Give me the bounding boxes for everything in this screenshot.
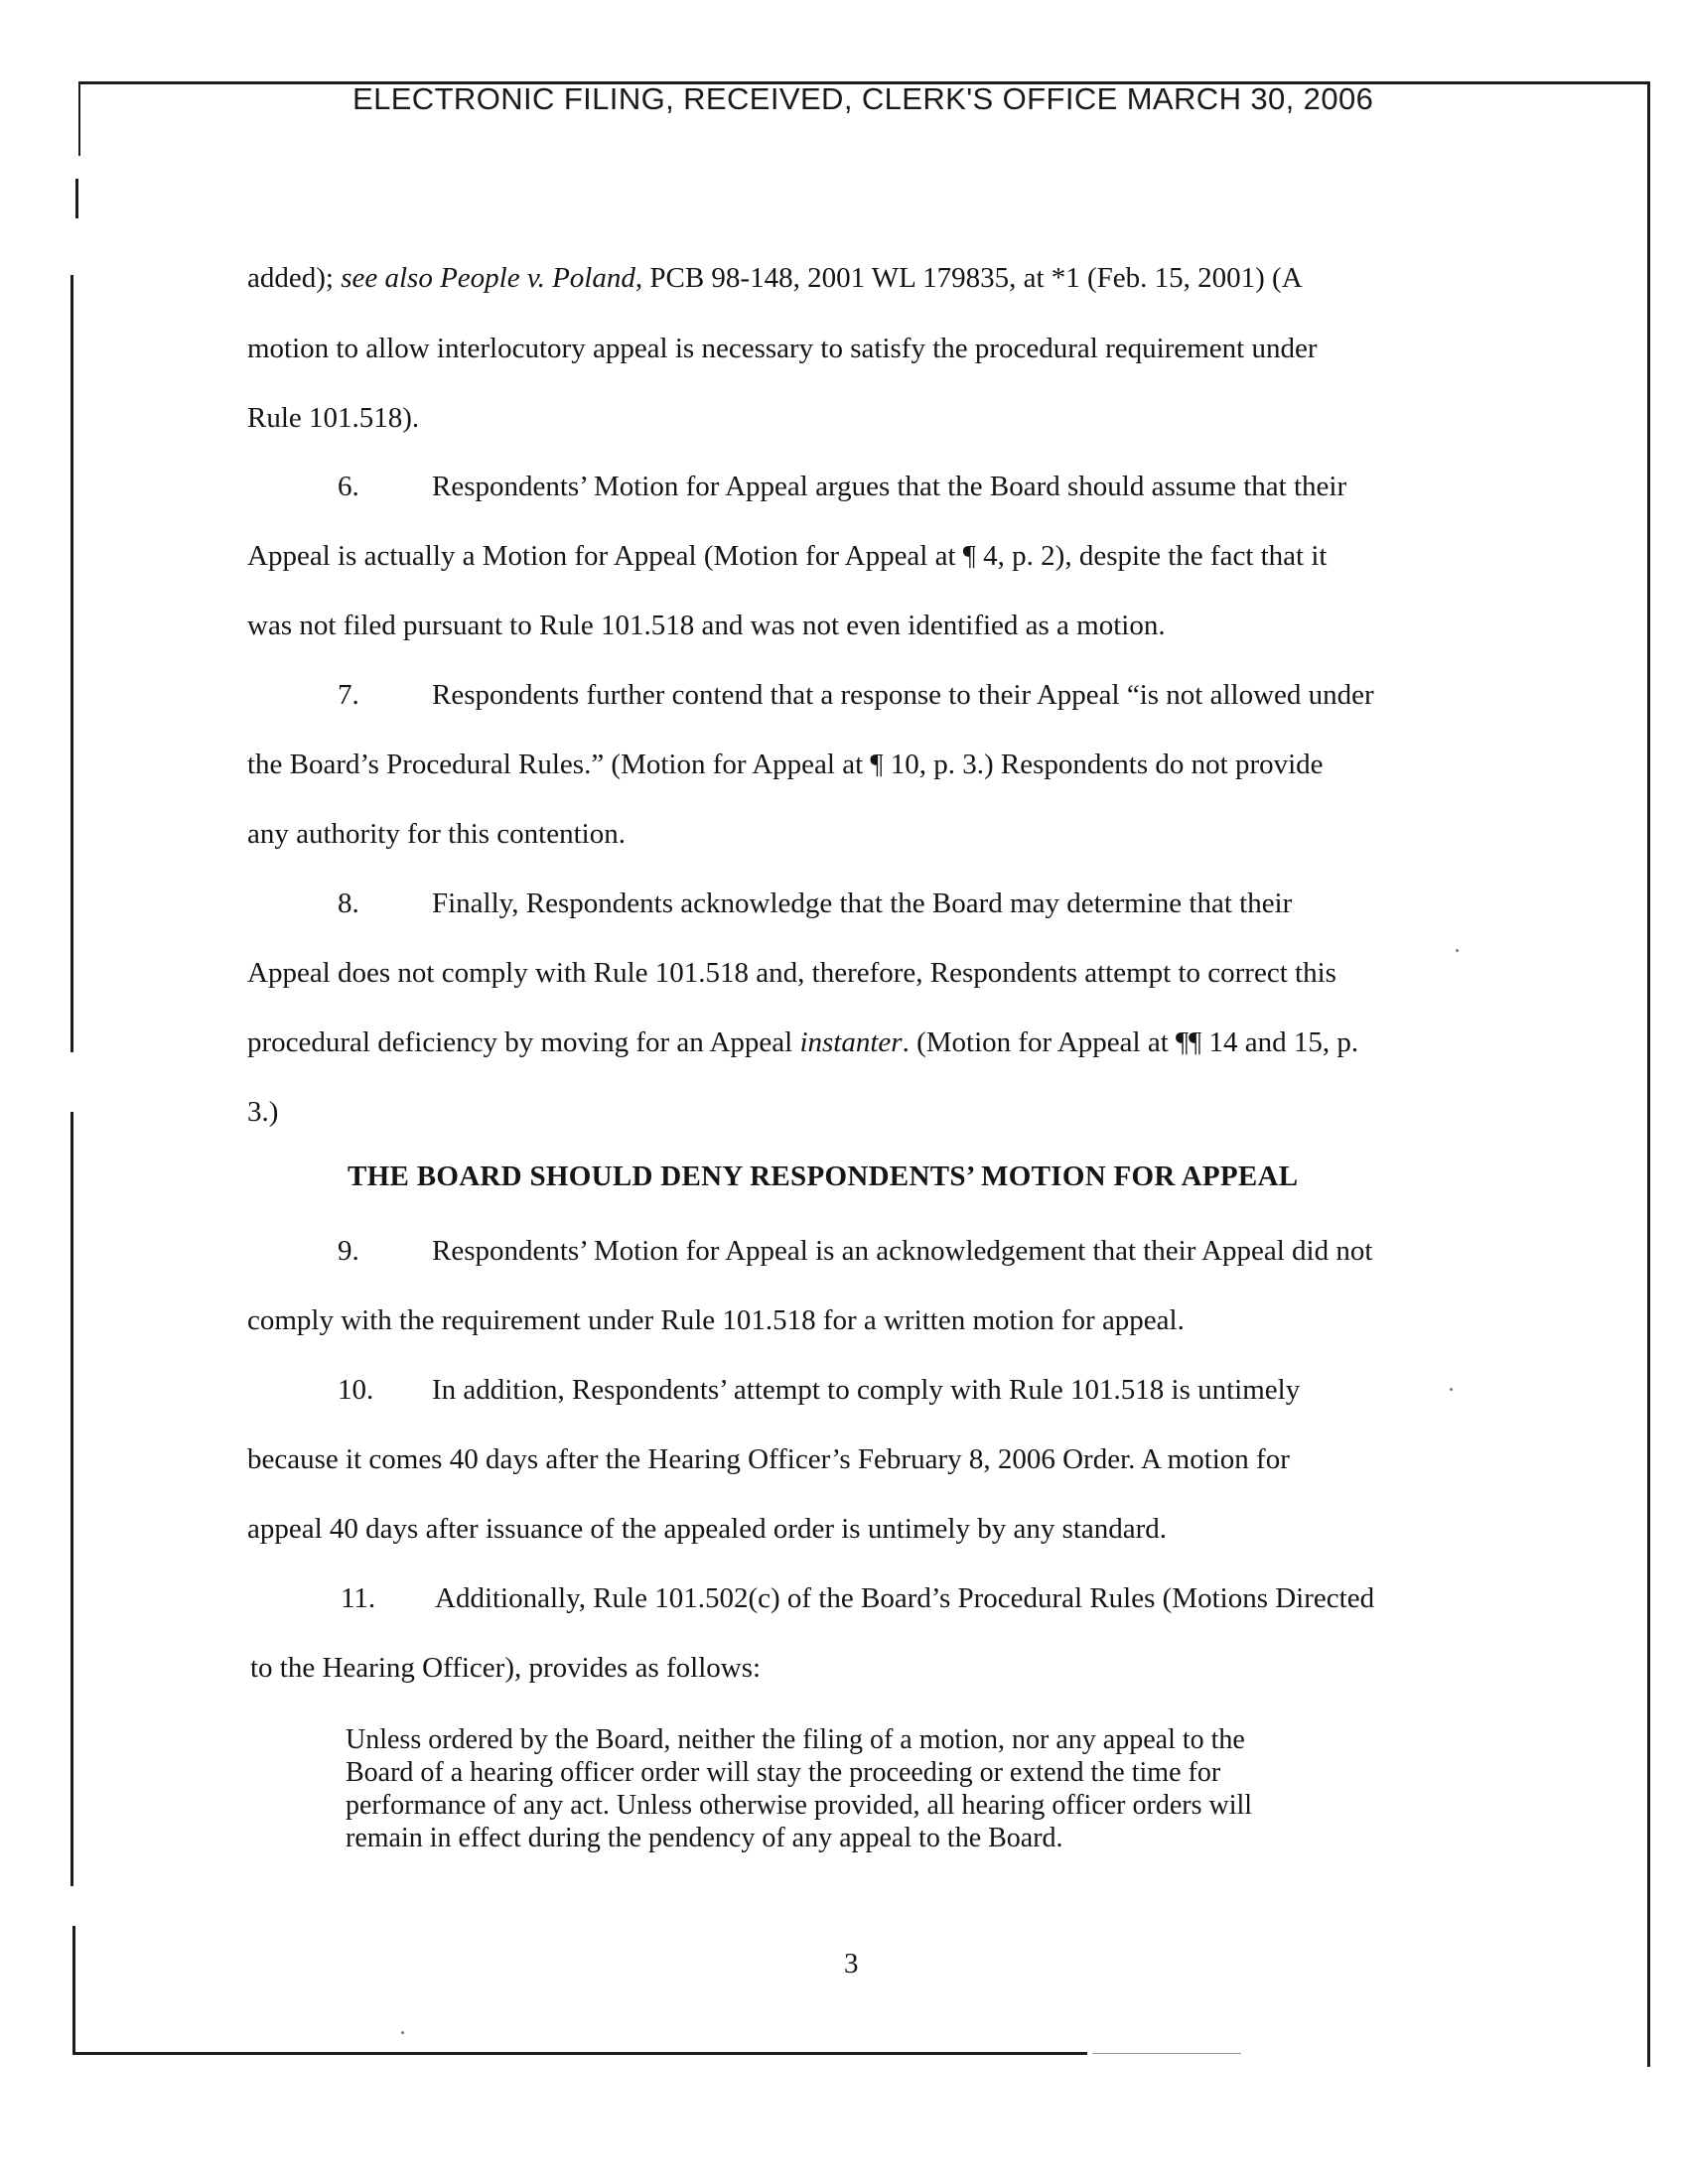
quote-line4: remain in effect during the pendency of any appeal to the Board. xyxy=(346,1823,1063,1853)
left-border-line-4 xyxy=(70,1112,73,1886)
para8-instanter: instanter xyxy=(799,1026,903,1058)
para8-line3-text-a: procedural deficiency by moving for an Appeal xyxy=(247,1026,800,1058)
bottom-border-dashes xyxy=(1092,2053,1241,2054)
electronic-filing-stamp: ELECTRONIC FILING, RECEIVED, CLERK'S OFFICE MARCH 30, 2006 xyxy=(352,81,1374,116)
para11-line1: Additionally, Rule 101.502(c) of the Board’s Procedural Rules (Motions Directed xyxy=(435,1582,1375,1614)
para5-text-b: , PCB 98-148, 2001 WL 179835, at *1 (Feb. 15, 2001) (A xyxy=(634,262,1303,294)
para5-see-also: see also xyxy=(341,262,441,294)
para6-number: 6. xyxy=(338,471,359,502)
para9-line1: Respondents’ Motion for Appeal is an acknowledgement that their Appeal did not xyxy=(432,1235,1373,1267)
para7-line1: Respondents further contend that a response to their Appeal “is not allowed under xyxy=(432,679,1374,711)
para8-line4: 3.) xyxy=(247,1096,279,1128)
para10-line1: In addition, Respondents’ attempt to comply with Rule 101.518 is untimely xyxy=(432,1374,1301,1406)
quote-line3: performance of any act. Unless otherwise provided, all hearing officer orders will xyxy=(346,1790,1253,1821)
para6-line3: was not filed pursuant to Rule 101.518 and was not even identified as a motion. xyxy=(247,610,1166,641)
scan-speck xyxy=(401,2031,404,2034)
bottom-border-line xyxy=(74,2052,1087,2055)
para5-line1 xyxy=(247,260,1303,296)
para8-line3 xyxy=(247,1024,1358,1060)
para5-line2: motion to allow interlocutory appeal is necessary to satisfy the procedural requirement under xyxy=(247,333,1318,364)
quote-line2: Board of a hearing officer order will stay the proceeding or extend the time for xyxy=(346,1757,1221,1788)
para8-line3-text-b: . (Motion for Appeal at ¶¶ 14 and 15, p. xyxy=(902,1026,1359,1058)
para6-line1: Respondents’ Motion for Appeal argues that the Board should assume that their xyxy=(432,471,1347,502)
block-quote xyxy=(346,1723,1378,1854)
para9-line2: comply with the requirement under Rule 101.518 for a written motion for appeal. xyxy=(247,1304,1185,1336)
right-border-line xyxy=(1647,81,1650,2067)
para5-case-name: People v. Poland xyxy=(440,262,635,294)
left-border-line-2 xyxy=(75,179,78,218)
para7-number: 7. xyxy=(338,679,359,711)
left-border-line-1 xyxy=(78,81,80,156)
para9-number: 9. xyxy=(338,1235,359,1267)
para5-text-a: added); xyxy=(247,262,342,294)
para10-number: 10. xyxy=(338,1374,374,1406)
left-border-line-3 xyxy=(70,275,73,1052)
section-heading: THE BOARD SHOULD DENY RESPONDENTS’ MOTION FOR APPEAL xyxy=(348,1160,1299,1192)
para7-line3: any authority for this contention. xyxy=(247,818,626,850)
scan-speck xyxy=(1450,1388,1453,1391)
left-border-line-5 xyxy=(72,1926,75,2055)
quote-line1: Unless ordered by the Board, neither the filing of a motion, nor any appeal to the xyxy=(346,1724,1245,1755)
para6-line2: Appeal is actually a Motion for Appeal (Motion for Appeal at ¶ 4, p. 2), despite the fact that it xyxy=(247,540,1328,572)
para11-number: 11. xyxy=(341,1582,376,1614)
para11-line2: to the Hearing Officer), provides as follows: xyxy=(250,1652,762,1684)
para10-line3: appeal 40 days after issuance of the appealed order is untimely by any standard. xyxy=(247,1513,1168,1545)
para10-line2: because it comes 40 days after the Hearing Officer’s February 8, 2006 Order. A motion for xyxy=(247,1443,1290,1475)
para7-line2: the Board’s Procedural Rules.” (Motion for Appeal at ¶ 10, p. 3.) Respondents do not provide xyxy=(247,749,1324,780)
scan-speck xyxy=(1456,949,1459,952)
para8-number: 8. xyxy=(338,887,359,919)
para8-line2: Appeal does not comply with Rule 101.518 and, therefore, Respondents attempt to correct this xyxy=(247,957,1336,989)
page-number: 3 xyxy=(844,1948,859,1979)
para5-line3: Rule 101.518). xyxy=(247,402,420,434)
para8-line1: Finally, Respondents acknowledge that the Board may determine that their xyxy=(432,887,1293,919)
